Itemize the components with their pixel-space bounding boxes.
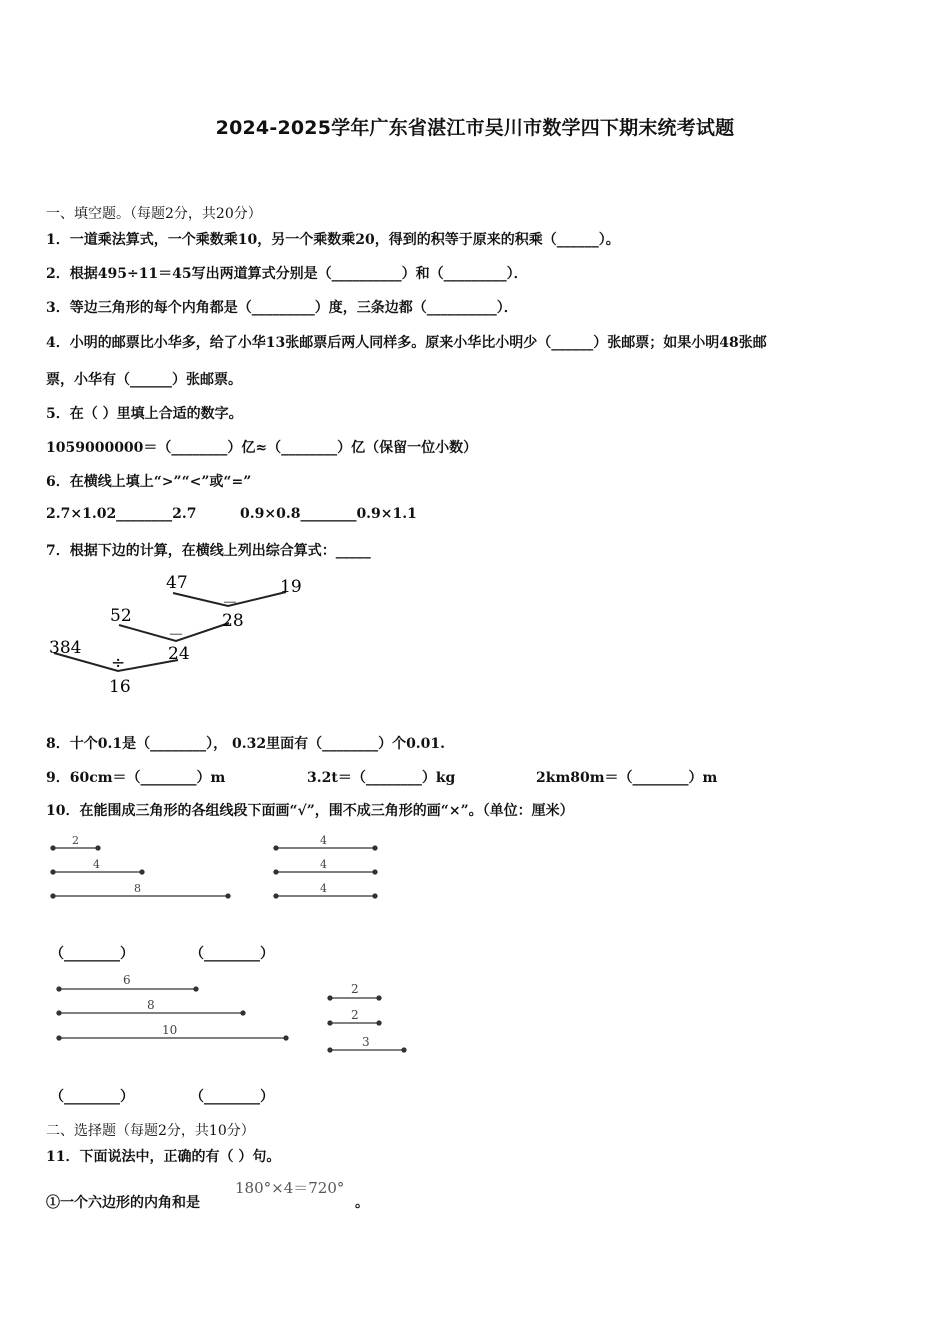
segment-group-4: [322, 978, 417, 1058]
segment-group-2: [268, 828, 388, 906]
question-11-option-1: ①一个六边形的内角和是: [46, 1195, 200, 1211]
question-5: 5．在（ ）里填上合适的数字。: [46, 406, 243, 422]
segment-label: 2: [351, 982, 359, 996]
segment-label: 6: [123, 973, 131, 987]
question-9-part-a: 9．60cm＝（________）m: [46, 770, 226, 786]
question-6-part-a: 2.7×1.02________2.7: [46, 506, 197, 522]
question-8: 8．十个0.1是（________）， 0.32里面有（________）个0.01.: [46, 736, 446, 752]
question-4-line-2: 票，小华有（______）张邮票。: [46, 372, 242, 388]
question-11-formula: 180°×4＝720°: [235, 1179, 345, 1197]
question-2: 2．根据495÷11＝45写出两道算式分别是（__________）和（_________）．: [46, 266, 528, 282]
answer-blank-group-4[interactable]: （________）: [190, 1089, 274, 1105]
tree-number-384: 384: [49, 638, 82, 658]
tree-operator-divide: ÷: [111, 653, 126, 673]
tree-number-28: 28: [222, 611, 244, 631]
segment-label: 4: [320, 882, 327, 895]
segment-label: 4: [320, 834, 327, 847]
segment-label: 8: [134, 882, 141, 895]
answer-blank-group-2[interactable]: （________）: [190, 946, 274, 962]
answer-blank-group-3[interactable]: （________）: [50, 1089, 134, 1105]
question-6: 6．在横线上填上“>”“<”或“=”: [46, 474, 252, 490]
calculation-tree-diagram: [46, 568, 316, 703]
tree-operator-minus-2: －: [168, 625, 185, 644]
answer-blank-group-1[interactable]: （________）: [50, 946, 134, 962]
tree-operator-minus-1: －: [222, 593, 239, 612]
page-title: 2024-2025学年广东省湛江市吴川市数学四下期末统考试题: [215, 117, 735, 139]
segment-group-3: [46, 970, 301, 1050]
question-7: 7．根据下边的计算，在横线上列出综合算式：_____: [46, 543, 371, 559]
segment-label: 10: [162, 1023, 178, 1037]
tree-number-24: 24: [168, 644, 190, 664]
tree-result-16: 16: [109, 677, 131, 697]
question-1: 1．一道乘法算式，一个乘数乘10，另一个乘数乘20，得到的积等于原来的积乘（______）。: [46, 232, 620, 248]
section-1-heading: 一、填空题。（每题2分，共20分）: [46, 206, 262, 222]
question-3: 3．等边三角形的每个内角都是（_________）度，三条边都（__________）．: [46, 300, 518, 316]
question-9-part-c: 2km80m＝（________）m: [536, 770, 718, 786]
segment-label: 8: [147, 998, 155, 1012]
tree-number-52: 52: [110, 606, 132, 626]
segment-label: 4: [320, 858, 327, 871]
question-5-expression: 1059000000＝（________）亿≈（________）亿（保留一位小数）: [46, 440, 478, 456]
question-9-part-b: 3.2t＝（________）kg: [307, 770, 456, 786]
segment-label: 4: [93, 858, 100, 871]
section-2-heading: 二、选择题（每题2分，共10分）: [46, 1123, 255, 1139]
question-6-part-b: 0.9×0.8________0.9×1.1: [240, 506, 417, 522]
question-4-line-1: 4．小明的邮票比小华多，给了小华13张邮票后两人同样多。原来小华比小明少（______）张邮票；如果小明48张邮: [46, 335, 767, 351]
tree-number-47: 47: [166, 573, 188, 593]
question-10: 10．在能围成三角形的各组线段下面画“√”，围不成三角形的画“×”。（单位：厘米）: [46, 803, 574, 819]
segment-label: 2: [351, 1008, 359, 1022]
segment-label: 3: [362, 1035, 370, 1049]
segment-group-1: [46, 828, 246, 906]
segment-label: 2: [72, 834, 79, 847]
question-11-option-1-end: 。: [355, 1195, 369, 1211]
tree-number-19: 19: [280, 577, 302, 597]
question-11: 11．下面说法中，正确的有（ ）句。: [46, 1149, 281, 1165]
